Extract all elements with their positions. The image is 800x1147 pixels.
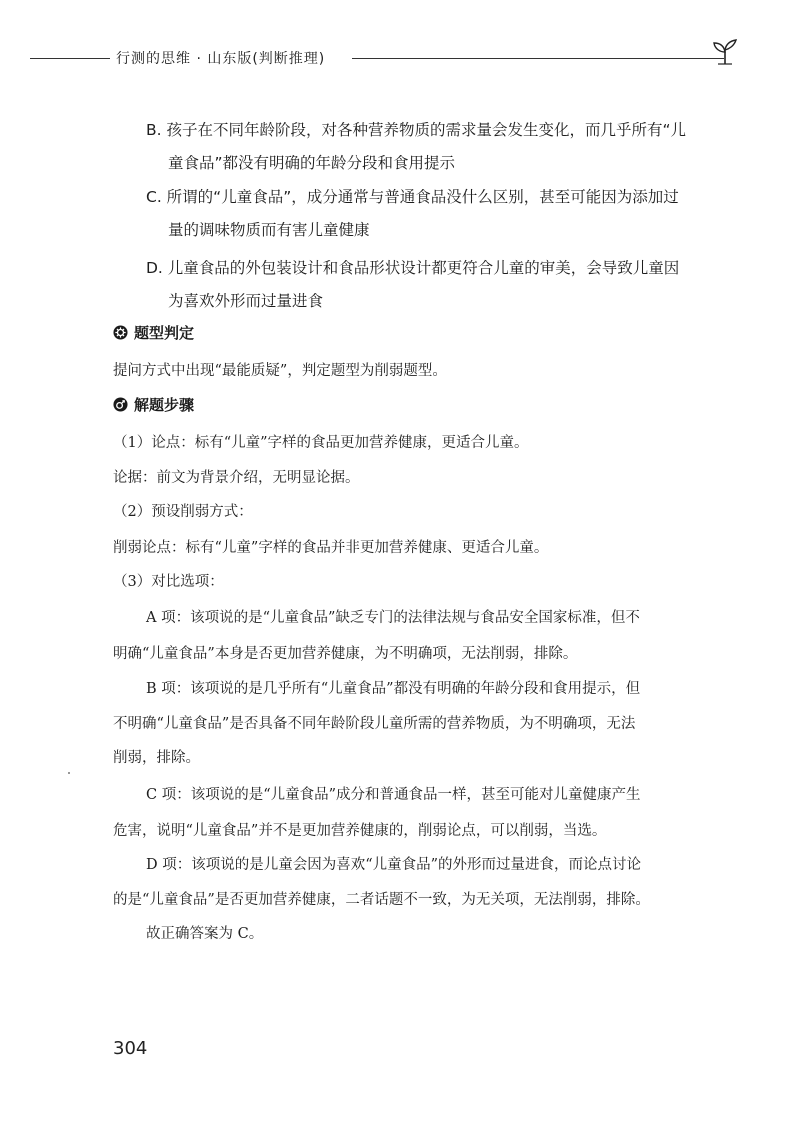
option-b-line2: 童食品”都没有明确的年龄分段和食用提示 (168, 154, 456, 172)
question-type-text: 提问方式中出现“最能质疑”，判定题型为削弱题型。 (113, 363, 447, 379)
analysis-c-line1: C 项：该项说的是“儿童食品”成分和普通食品一样，甚至可能对儿童健康产生 (146, 787, 641, 803)
header-rule-left (30, 58, 110, 59)
final-answer: 故正确答案为 C。 (146, 926, 264, 942)
option-c-line1: C. 所谓的“儿童食品”，成分通常与普通食品没什么区别，甚至可能因为添加过 (146, 188, 679, 206)
analysis-d-line1: D 项：该项说的是儿童会因为喜欢“儿童食品”的外形而过量进食，而论点讨论 (146, 857, 642, 873)
step1-argument: （1）论点：标有“儿童”字样的食品更加营养健康，更适合儿童。 (113, 435, 529, 451)
steps-badge-icon (113, 397, 128, 412)
option-b-line1: B. 孩子在不同年龄阶段，对各种营养物质的需求量会发生变化，而几乎所有“儿 (146, 121, 687, 139)
analysis-b-line2: 不明确“儿童食品”是否具备不同年龄阶段儿童所需的营养物质，为不明确项，无法 (113, 716, 636, 732)
section-heading-solution-steps (113, 394, 194, 415)
step3-compare-options: （3）对比选项： (113, 574, 224, 590)
analysis-b-line1: B 项：该项说的是几乎所有“儿童食品”都没有明确的年龄分段和食用提示，但 (146, 681, 641, 697)
option-d-line1: D. 儿童食品的外包装设计和食品形状设计都更符合儿童的审美，会导致儿童因 (146, 259, 680, 277)
option-c-line2: 量的调味物质而有害儿童健康 (168, 221, 370, 239)
option-d-line2: 为喜欢外形而过量进食 (168, 292, 324, 310)
analysis-c-line2: 危害，说明“儿童食品”并不是更加营养健康的，削弱论点，可以削弱，当选。 (113, 823, 607, 839)
step2-weaken-method: （2）预设削弱方式： (113, 504, 253, 520)
section-heading-label: 解题步骤 (134, 396, 195, 414)
page-number: 304 (113, 1038, 148, 1059)
sprout-icon (710, 38, 740, 66)
section-heading-label: 题型判定 (134, 324, 195, 342)
header-rule-right (352, 58, 724, 59)
scan-speck (68, 772, 70, 774)
running-header (30, 46, 730, 70)
analysis-a-line2: 明确“儿童食品”本身是否更加营养健康，为不明确项，无法削弱，排除。 (113, 646, 578, 662)
weaken-claim: 削弱论点：标有“儿童”字样的食品并非更加营养健康、更适合儿童。 (113, 540, 549, 556)
argument-evidence: 论据：前文为背景介绍，无明显论据。 (113, 470, 360, 486)
gear-badge-icon (113, 325, 128, 340)
analysis-a-line1: A 项：该项说的是“儿童食品”缺乏专门的法律法规与食品安全国家标准，但不 (146, 610, 640, 626)
analysis-b-line3: 削弱，排除。 (113, 750, 200, 766)
section-heading-question-type (113, 322, 194, 343)
analysis-d-line2: 的是“儿童食品”是否更加营养健康，二者话题不一致，为无关项，无法削弱，排除。 (113, 892, 650, 908)
header-title: 行测的思维 · 山东版(判断推理) (116, 51, 326, 67)
